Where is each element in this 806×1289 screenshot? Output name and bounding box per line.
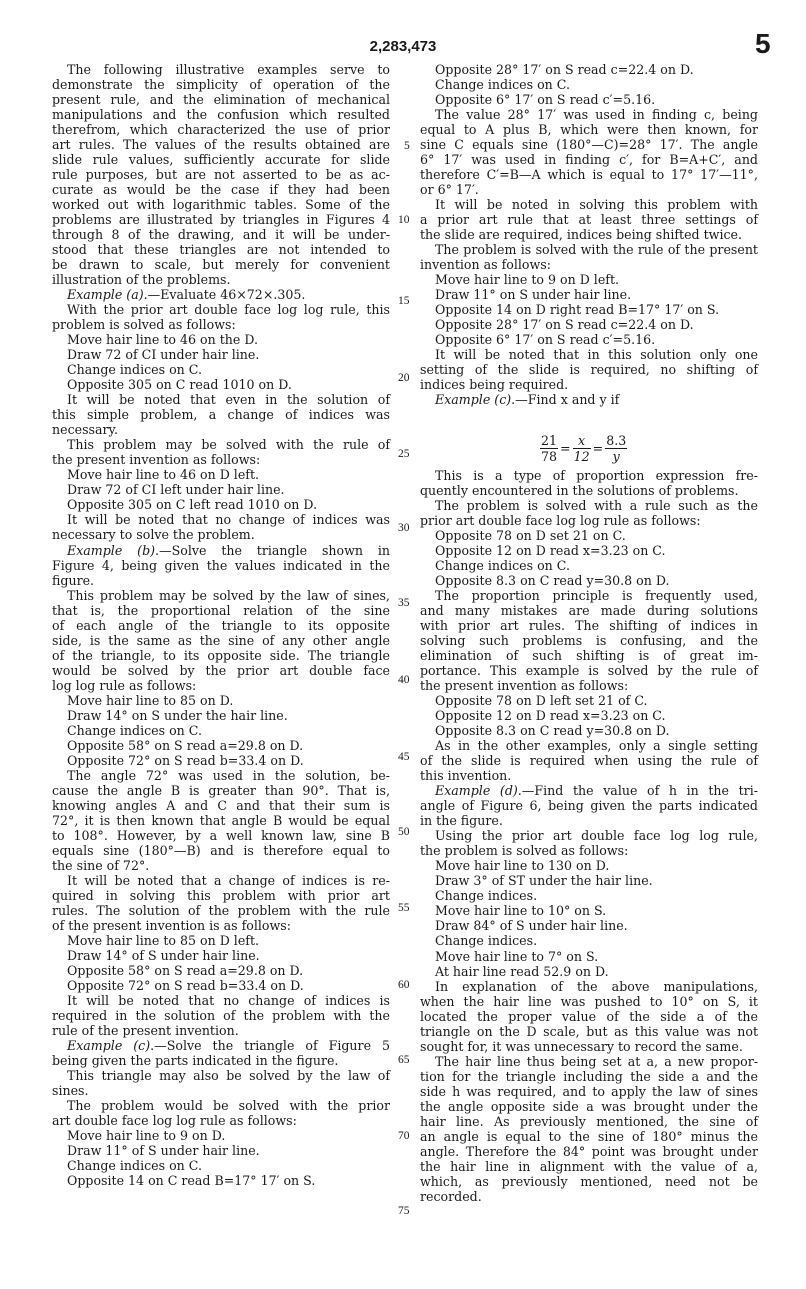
text-line: therefrom, which characterized the use of prior bbox=[52, 122, 390, 138]
text-line: Change indices. bbox=[435, 933, 538, 949]
text-line: Change indices on C. bbox=[67, 1158, 202, 1174]
text-line: Move hair line to 130 on D. bbox=[435, 858, 610, 874]
text-line: and many mistakes are made during solutions bbox=[420, 603, 758, 619]
text-line: Opposite 6° 17′ on S read c′=5.16. bbox=[435, 92, 656, 108]
text-line: the sine of 72°. bbox=[52, 857, 150, 873]
formula-f: y bbox=[612, 449, 620, 464]
text-line: stood that these triangles are not intended to bbox=[52, 242, 390, 258]
text-line: The value 28° 17′ was used in finding c, being bbox=[435, 107, 758, 123]
text-line: Draw 84° of S under hair line. bbox=[435, 918, 628, 934]
text-line: angle. Therefore the 84° point was brought under bbox=[420, 1143, 758, 1159]
text-line: Opposite 305 on C read 1010 on D. bbox=[67, 377, 292, 393]
text-line: cause the angle B is greater than 90°. That is, bbox=[52, 782, 390, 798]
text-line: Draw 14° on S under the hair line. bbox=[67, 707, 288, 723]
text-line: problem is solved as follows: bbox=[52, 317, 236, 333]
text-line: Opposite 58° on S read a=29.8 on D. bbox=[67, 737, 304, 753]
text-line: Draw 72 of CI left under hair line. bbox=[67, 482, 285, 498]
text-line: Change indices. bbox=[435, 888, 538, 904]
text-line: The hair line thus being set at a, a new propor- bbox=[435, 1053, 758, 1069]
text-line: In explanation of the above manipulations, bbox=[435, 978, 758, 994]
text-line: this invention. bbox=[420, 768, 512, 784]
text-line: this simple problem, a change of indices was bbox=[52, 407, 390, 423]
text-line: Example (a).—Evaluate 46×72×.305. bbox=[67, 287, 306, 303]
text-line: This problem may be solved with the rule of bbox=[67, 437, 390, 453]
line-number: 25 bbox=[398, 448, 410, 460]
text-line: the hair line in alignment with the value of a, bbox=[420, 1158, 758, 1174]
line-number: 70 bbox=[398, 1130, 410, 1142]
text-line: Opposite 78 on D left set 21 of C. bbox=[435, 693, 648, 709]
text-line: setting of the slide is required, no shifting of bbox=[420, 362, 758, 378]
text-line: This problem may be solved by the law of sines, bbox=[67, 587, 390, 603]
text-line: Draw 11° of S under hair line. bbox=[67, 1143, 260, 1159]
left-text-column bbox=[52, 62, 390, 1188]
text-line: Opposite 58° on S read a=29.8 on D. bbox=[67, 962, 304, 978]
text-line: rule purposes, but are not asserted to be as ac- bbox=[52, 167, 390, 183]
text-line: It will be noted that no change of indices was bbox=[67, 512, 390, 528]
text-line: With the prior art double face log log rule, this bbox=[67, 302, 390, 318]
text-line: that is, the proportional relation of the sine bbox=[52, 602, 390, 618]
text-line: the problem is solved as follows: bbox=[420, 843, 629, 859]
text-line: curate as would be the case if they had been bbox=[52, 182, 390, 198]
text-line: located the proper value of the side a of the bbox=[420, 1008, 758, 1024]
text-line: indices being required. bbox=[420, 377, 569, 393]
text-line: rules. The solution of the problem with the rule bbox=[52, 902, 390, 918]
formula-b: 78 bbox=[541, 449, 558, 464]
text-line: a prior art rule that at least three settings of bbox=[420, 212, 758, 228]
text-line: to 108°. However, by a well known law, sine B bbox=[52, 827, 390, 843]
text-line: Opposite 8.3 on C read y=30.8 on D. bbox=[435, 573, 670, 589]
text-line: necessary to solve the problem. bbox=[52, 527, 255, 543]
text-line: Move hair line to 85 on D left. bbox=[67, 932, 260, 948]
text-line: rule of the present invention. bbox=[52, 1023, 239, 1038]
text-line: art rules. The values of the results obtained are bbox=[52, 137, 390, 153]
text-line: Draw 11° on S under hair line. bbox=[435, 287, 632, 303]
text-line: Opposite 305 on C left read 1010 on D. bbox=[67, 497, 318, 513]
text-line: would be solved by the prior art double face bbox=[52, 662, 390, 678]
text-line: The following illustrative examples serve to bbox=[67, 62, 390, 77]
text-line: equals sine (180°—B) and is therefore equal to bbox=[52, 842, 390, 858]
text-line: the present invention as follows: bbox=[52, 452, 261, 468]
text-line: the slide are required, indices being shifted twice. bbox=[420, 227, 743, 243]
text-line: prior art double face log log rule as follows: bbox=[420, 513, 701, 529]
text-line: of the present invention is as follows: bbox=[52, 917, 291, 933]
line-number: 45 bbox=[398, 751, 410, 763]
text-line: problems are illustrated by triangles in Figures 4 bbox=[52, 212, 390, 228]
text-line: when the hair line was pushed to 10° on S, it bbox=[420, 993, 758, 1009]
text-line: hair line. As previously mentioned, the sine of bbox=[420, 1113, 758, 1129]
text-line: necessary. bbox=[52, 422, 118, 438]
text-line: It will be noted that no change of indices is bbox=[67, 992, 390, 1008]
text-line: side h was required, and to apply the law of sines bbox=[420, 1083, 758, 1099]
text-line: Move hair line to 9 on D. bbox=[67, 1128, 226, 1144]
fraction-2 bbox=[573, 433, 591, 464]
text-line: Opposite 72° on S read b=33.4 on D. bbox=[67, 977, 304, 993]
text-line: Change indices on C. bbox=[67, 722, 202, 738]
text-line: Opposite 12 on D read x=3.23 on C. bbox=[435, 708, 666, 724]
text-line: Draw 72 of CI under hair line. bbox=[67, 347, 260, 363]
text-line: Draw 3° of ST under the hair line. bbox=[435, 873, 653, 889]
right-text-column-top bbox=[420, 62, 758, 407]
text-line: angle of Figure 6, being given the parts indicated bbox=[420, 798, 758, 814]
text-line: log log rule as follows: bbox=[52, 677, 197, 693]
text-line: Move hair line to 46 on D left. bbox=[67, 467, 260, 483]
page-number: 5 bbox=[755, 28, 771, 59]
line-number: 10 bbox=[398, 214, 410, 226]
line-number: 30 bbox=[398, 522, 410, 534]
line-number: 40 bbox=[398, 674, 410, 686]
text-line: invention as follows: bbox=[420, 257, 551, 273]
text-line: The problem is solved with a rule such as the bbox=[435, 498, 758, 514]
text-line: through 8 of the drawing, and it will be under- bbox=[52, 227, 390, 243]
text-line: demonstrate the simplicity of operation of the bbox=[52, 77, 390, 93]
text-line: Opposite 78 on D set 21 on C. bbox=[435, 528, 626, 544]
line-number: 75 bbox=[398, 1205, 410, 1217]
text-line: equal to A plus B, which were then known, for bbox=[420, 122, 758, 138]
text-line: in the figure. bbox=[420, 813, 503, 829]
text-line: portance. This example is solved by the rule of bbox=[420, 663, 758, 679]
text-line: quently encountered in the solutions of problems. bbox=[420, 483, 739, 499]
text-line: solving such problems is confusing, and the bbox=[420, 633, 758, 649]
line-number: 60 bbox=[398, 979, 410, 991]
line-number: 15 bbox=[398, 295, 410, 307]
text-line: worked out with logarithmic tables. Some of the bbox=[52, 197, 390, 213]
line-number: 5 bbox=[404, 140, 410, 152]
patent-number: 2,283,473 bbox=[369, 38, 437, 55]
text-line: required in the solution of the problem with the bbox=[52, 1007, 390, 1023]
text-line: Draw 14° of S under hair line. bbox=[67, 947, 260, 963]
text-line: It will be noted that a change of indices is re- bbox=[67, 872, 390, 888]
text-line: the present invention as follows: bbox=[420, 678, 629, 694]
text-line: the angle opposite side a was brought under the bbox=[420, 1098, 758, 1114]
text-line: illustration of the problems. bbox=[52, 272, 231, 288]
text-line: figure. bbox=[52, 572, 95, 588]
text-line: slide rule values, sufficiently accurate for slide bbox=[52, 152, 390, 168]
text-line: It will be noted in solving this problem with bbox=[435, 197, 758, 213]
text-line: triangle on the D scale, but as this value was not bbox=[420, 1023, 758, 1039]
text-line: Opposite 72° on S read b=33.4 on D. bbox=[67, 752, 304, 768]
text-line: The proportion principle is frequently used, bbox=[435, 588, 758, 604]
text-line: which, as previously mentioned, need not be bbox=[420, 1173, 758, 1189]
text-line: The problem is solved with the rule of the present bbox=[435, 242, 758, 258]
text-line: Change indices on C. bbox=[435, 558, 570, 574]
formula-a: 21 bbox=[541, 433, 558, 448]
text-line: It will be noted that even in the solution of bbox=[67, 392, 390, 408]
fraction-1 bbox=[540, 433, 558, 464]
text-line: Example (c).—Solve the triangle of Figure 5 bbox=[67, 1038, 391, 1054]
text-line: Opposite 8.3 on C read y=30.8 on D. bbox=[435, 723, 670, 739]
formula-e: 8.3 bbox=[606, 433, 627, 448]
line-number: 65 bbox=[398, 1054, 410, 1066]
formula-c: x bbox=[573, 433, 591, 449]
text-line: Using the prior art double face log log rule, bbox=[435, 828, 758, 844]
text-line: This is a type of proportion expression fre- bbox=[435, 468, 758, 483]
text-line: Opposite 28° 17′ on S read c=22.4 on D. bbox=[435, 317, 694, 333]
text-line: of each angle of the triangle to its opposite bbox=[52, 617, 390, 633]
text-line: side, is the same as the sine of any other angle bbox=[52, 632, 390, 648]
text-line: being given the parts indicated in the figure. bbox=[52, 1053, 339, 1069]
line-number: 20 bbox=[398, 372, 410, 384]
text-line: Example (c).—Find x and y if bbox=[435, 392, 620, 408]
text-line: It will be noted that in this solution only one bbox=[435, 347, 758, 363]
text-line: 72°, it is then known that angle B would be equal bbox=[52, 812, 390, 828]
line-number: 50 bbox=[398, 826, 410, 838]
text-line: sought for, it was unnecessary to record the same. bbox=[420, 1038, 743, 1054]
text-line: elimination of such shifting is of great im- bbox=[420, 648, 758, 664]
text-line: or 6° 17′. bbox=[420, 182, 479, 198]
text-line: At hair line read 52.9 on D. bbox=[435, 963, 609, 979]
text-line: Opposite 12 on D read x=3.23 on C. bbox=[435, 543, 666, 559]
text-line: of the triangle, to its opposite side. The triangle bbox=[52, 647, 390, 663]
text-line: Opposite 14 on D right read B=17° 17′ on S. bbox=[435, 302, 720, 318]
formula-d: 12 bbox=[573, 449, 590, 464]
text-line: Move hair line to 7° on S. bbox=[435, 948, 599, 964]
text-line: As in the other examples, only a single setting bbox=[435, 738, 758, 754]
text-line: Move hair line to 85 on D. bbox=[67, 692, 234, 708]
text-line: manipulations and the confusion which resulted bbox=[52, 107, 390, 123]
text-line: sine C equals sine (180°—C)=28° 17′. The angle bbox=[420, 137, 758, 153]
text-line: an angle is equal to the sine of 180° minus the bbox=[420, 1128, 758, 1144]
text-line: The angle 72° was used in the solution, be- bbox=[67, 767, 390, 783]
line-number: 55 bbox=[398, 902, 410, 914]
text-line: Move hair line to 10° on S. bbox=[435, 903, 607, 919]
proportion-formula: $\frac{21}{78}$ = $\frac{x}{12}$ = $\frac{8.3}{y}$ bbox=[541, 433, 627, 464]
fraction-3 bbox=[605, 433, 627, 464]
text-line: Opposite 6° 17′ on S read c′=5.16. bbox=[435, 332, 656, 348]
text-line: tion for the triangle including the side a and the bbox=[420, 1068, 758, 1084]
text-line: knowing angles A and C and that their sum is bbox=[52, 797, 390, 813]
text-line: sines. bbox=[52, 1083, 89, 1099]
text-line: with prior art rules. The shifting of indices in bbox=[420, 618, 758, 634]
text-line: therefore C′=B—A which is equal to 17° 17′—11°, bbox=[420, 167, 758, 183]
text-line: present rule, and the elimination of mechanical bbox=[52, 92, 390, 108]
text-line: quired in solving this problem with prior art bbox=[52, 887, 390, 903]
text-line: Move hair line to 46 on the D. bbox=[67, 332, 258, 348]
text-line: Change indices on C. bbox=[67, 362, 202, 378]
text-line: Example (d).—Find the value of h in the tri- bbox=[435, 783, 758, 799]
text-line: Move hair line to 9 on D left. bbox=[435, 272, 620, 288]
text-line: Opposite 14 on C read B=17° 17′ on S. bbox=[67, 1173, 316, 1189]
text-line: Change indices on C. bbox=[435, 77, 570, 93]
text-line: Example (b).—Solve the triangle shown in bbox=[67, 542, 390, 558]
text-line: art double face log log rule as follows: bbox=[52, 1113, 297, 1129]
text-line: This triangle may also be solved by the law of bbox=[67, 1068, 390, 1084]
text-line: The problem would be solved with the prior bbox=[67, 1098, 390, 1114]
right-text-column-bottom bbox=[420, 468, 758, 1204]
text-line: of the slide is required when using the rule of bbox=[420, 753, 758, 769]
line-number: 35 bbox=[398, 597, 410, 609]
text-line: Opposite 28° 17′ on S read c=22.4 on D. bbox=[435, 62, 694, 77]
text-line: Figure 4, being given the values indicated in the bbox=[52, 557, 390, 573]
text-line: be drawn to scale, but merely for convenient bbox=[52, 257, 390, 273]
text-line: recorded. bbox=[420, 1188, 482, 1204]
text-line: 6° 17′ was used in finding c′, for B=A+C′, and bbox=[420, 152, 758, 168]
